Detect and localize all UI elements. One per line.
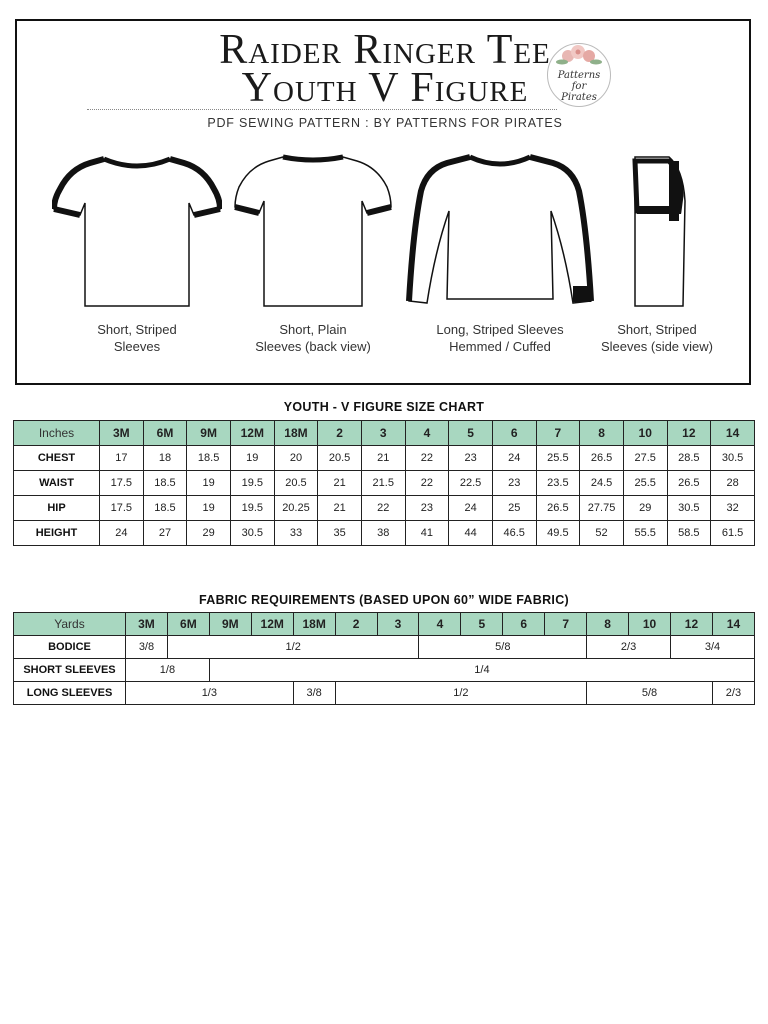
table-cell: 44 bbox=[449, 521, 493, 546]
size-header-cell: 14 bbox=[711, 421, 755, 446]
size-header-cell: 5 bbox=[461, 613, 503, 636]
garment-caption-1 bbox=[52, 321, 222, 355]
table-cell: 21 bbox=[361, 446, 405, 471]
size-header-cell: 12M bbox=[230, 421, 274, 446]
subtitle: PDF SEWING PATTERN : BY PATTERNS FOR PIRATES bbox=[207, 116, 563, 130]
size-header-cell: 3M bbox=[126, 613, 168, 636]
table-row bbox=[14, 659, 755, 682]
table-cell: 18 bbox=[143, 446, 187, 471]
title-divider bbox=[87, 109, 557, 110]
table-cell: 26.5 bbox=[580, 446, 624, 471]
size-header-cell: 7 bbox=[536, 421, 580, 446]
table-row bbox=[14, 521, 755, 546]
logo-line-2: for bbox=[571, 81, 587, 92]
table-cell: 18.5 bbox=[143, 471, 187, 496]
size-header-cell: 18M bbox=[293, 613, 335, 636]
size-header-cell: 14 bbox=[712, 613, 754, 636]
size-header-cell: 2 bbox=[318, 421, 362, 446]
size-header-cell: 7 bbox=[545, 613, 587, 636]
row-label: HIP bbox=[14, 496, 100, 521]
table-cell: 5/8 bbox=[419, 636, 587, 659]
unit-label: Yards bbox=[14, 613, 126, 636]
table-cell: 29 bbox=[187, 521, 231, 546]
sleeve-side-view-icon bbox=[629, 151, 689, 311]
table-cell: 21 bbox=[318, 496, 362, 521]
table-cell: 41 bbox=[405, 521, 449, 546]
row-label: WAIST bbox=[14, 471, 100, 496]
row-label: LONG SLEEVES bbox=[14, 682, 126, 705]
table-cell: 30.5 bbox=[230, 521, 274, 546]
table-cell: 18.5 bbox=[187, 446, 231, 471]
table-cell: 1/8 bbox=[126, 659, 210, 682]
logo-text bbox=[548, 70, 610, 103]
table-cell: 23 bbox=[492, 471, 536, 496]
table-cell: 23 bbox=[449, 446, 493, 471]
row-label: SHORT SLEEVES bbox=[14, 659, 126, 682]
table-cell: 1/4 bbox=[209, 659, 754, 682]
short-striped-tee-icon bbox=[52, 151, 222, 311]
table-cell: 19 bbox=[187, 496, 231, 521]
table-row bbox=[14, 682, 755, 705]
size-header-cell: 12 bbox=[667, 421, 711, 446]
table-cell: 25.5 bbox=[623, 471, 667, 496]
caption-line-2: Sleeves bbox=[113, 339, 161, 354]
size-header-cell: 6 bbox=[503, 613, 545, 636]
table-cell: 19.5 bbox=[230, 496, 274, 521]
table-cell: 3/4 bbox=[670, 636, 754, 659]
fabric-requirements-table bbox=[13, 612, 755, 705]
size-header-cell: 3M bbox=[100, 421, 144, 446]
table-cell: 32 bbox=[711, 496, 755, 521]
table-cell: 21 bbox=[318, 471, 362, 496]
table-cell: 17.5 bbox=[100, 471, 144, 496]
table-cell: 35 bbox=[318, 521, 362, 546]
table-cell: 3/8 bbox=[126, 636, 168, 659]
table-cell: 22 bbox=[405, 446, 449, 471]
flower-icon bbox=[556, 44, 602, 70]
logo-line-3: Pirates bbox=[561, 92, 597, 103]
size-header-cell: 10 bbox=[623, 421, 667, 446]
caption-line-1: Short, Striped bbox=[617, 322, 697, 337]
size-header-cell: 5 bbox=[449, 421, 493, 446]
table-cell: 1/2 bbox=[167, 636, 419, 659]
table-cell: 2/3 bbox=[587, 636, 671, 659]
size-header-cell: 4 bbox=[405, 421, 449, 446]
table-cell: 23.5 bbox=[536, 471, 580, 496]
size-header-cell: 6M bbox=[167, 613, 209, 636]
table-cell: 2/3 bbox=[712, 682, 754, 705]
size-header-cell: 3 bbox=[361, 421, 405, 446]
table-cell: 30.5 bbox=[667, 496, 711, 521]
size-header-cell: 18M bbox=[274, 421, 318, 446]
table-cell: 21.5 bbox=[361, 471, 405, 496]
brand-logo bbox=[547, 43, 611, 107]
table-cell: 17 bbox=[100, 446, 144, 471]
table-cell: 38 bbox=[361, 521, 405, 546]
table-cell: 3/8 bbox=[293, 682, 335, 705]
table-row bbox=[14, 446, 755, 471]
title-line-1: Raider Ringer Tee bbox=[219, 27, 551, 73]
table-cell: 19 bbox=[187, 471, 231, 496]
table-row bbox=[14, 471, 755, 496]
table-cell: 19.5 bbox=[230, 471, 274, 496]
caption-line-1: Long, Striped Sleeves bbox=[436, 322, 564, 337]
caption-line-1: Short, Plain bbox=[279, 322, 347, 337]
table-cell: 18.5 bbox=[143, 496, 187, 521]
size-header-cell: 4 bbox=[419, 613, 461, 636]
table-cell: 25 bbox=[492, 496, 536, 521]
table-cell: 24 bbox=[100, 521, 144, 546]
table-cell: 20 bbox=[274, 446, 318, 471]
table-cell: 22 bbox=[405, 471, 449, 496]
table-cell: 19 bbox=[230, 446, 274, 471]
table-cell: 17.5 bbox=[100, 496, 144, 521]
table-cell: 27 bbox=[143, 521, 187, 546]
unit-label: Inches bbox=[14, 421, 100, 446]
fabric-header-row bbox=[14, 613, 755, 636]
table-cell: 61.5 bbox=[711, 521, 755, 546]
size-header-cell: 6 bbox=[492, 421, 536, 446]
size-header-cell: 2 bbox=[335, 613, 377, 636]
size-header-cell: 9M bbox=[209, 613, 251, 636]
table-cell: 22 bbox=[361, 496, 405, 521]
garment-caption-2 bbox=[233, 321, 393, 355]
table-cell: 27.75 bbox=[580, 496, 624, 521]
hero-panel bbox=[15, 19, 751, 385]
size-header-row bbox=[14, 421, 755, 446]
table-cell: 52 bbox=[580, 521, 624, 546]
table-cell: 23 bbox=[405, 496, 449, 521]
page-title bbox=[17, 27, 753, 111]
size-header-cell: 8 bbox=[587, 613, 629, 636]
garment-caption-3 bbox=[400, 321, 600, 355]
table-cell: 49.5 bbox=[536, 521, 580, 546]
size-header-cell: 3 bbox=[377, 613, 419, 636]
table-cell: 20.5 bbox=[274, 471, 318, 496]
size-chart-table bbox=[13, 420, 755, 546]
row-label: BODICE bbox=[14, 636, 126, 659]
fabric-chart-title: FABRIC REQUIREMENTS (BASED UPON 60” WIDE FABRIC) bbox=[199, 593, 569, 607]
row-label: HEIGHT bbox=[14, 521, 100, 546]
table-cell: 55.5 bbox=[623, 521, 667, 546]
table-cell: 30.5 bbox=[711, 446, 755, 471]
caption-line-2: Hemmed / Cuffed bbox=[449, 339, 551, 354]
table-cell: 22.5 bbox=[449, 471, 493, 496]
size-header-cell: 9M bbox=[187, 421, 231, 446]
garment-caption-4 bbox=[587, 321, 727, 355]
table-cell: 5/8 bbox=[587, 682, 713, 705]
table-cell: 33 bbox=[274, 521, 318, 546]
title-line-2: Youth V Figure bbox=[241, 65, 529, 111]
table-cell: 1/2 bbox=[335, 682, 587, 705]
row-label: CHEST bbox=[14, 446, 100, 471]
size-header-cell: 6M bbox=[143, 421, 187, 446]
short-plain-tee-back-icon bbox=[233, 151, 393, 311]
table-cell: 58.5 bbox=[667, 521, 711, 546]
table-cell: 24 bbox=[492, 446, 536, 471]
caption-line-2: Sleeves (side view) bbox=[601, 339, 713, 354]
table-cell: 26.5 bbox=[536, 496, 580, 521]
logo-line-1: Patterns bbox=[557, 70, 601, 81]
size-header-cell: 12 bbox=[670, 613, 712, 636]
table-cell: 28 bbox=[711, 471, 755, 496]
size-chart-title: YOUTH - V FIGURE SIZE CHART bbox=[283, 400, 485, 414]
table-cell: 1/3 bbox=[126, 682, 294, 705]
table-cell: 25.5 bbox=[536, 446, 580, 471]
size-header-cell: 8 bbox=[580, 421, 624, 446]
table-cell: 28.5 bbox=[667, 446, 711, 471]
table-cell: 46.5 bbox=[492, 521, 536, 546]
caption-line-1: Short, Striped bbox=[97, 322, 177, 337]
table-cell: 20.5 bbox=[318, 446, 362, 471]
caption-line-2: Sleeves (back view) bbox=[255, 339, 371, 354]
long-sleeve-tee-icon bbox=[405, 151, 595, 311]
table-cell: 26.5 bbox=[667, 471, 711, 496]
table-row bbox=[14, 636, 755, 659]
table-cell: 24 bbox=[449, 496, 493, 521]
table-row bbox=[14, 496, 755, 521]
size-header-cell: 12M bbox=[251, 613, 293, 636]
table-cell: 27.5 bbox=[623, 446, 667, 471]
table-cell: 29 bbox=[623, 496, 667, 521]
table-cell: 20.25 bbox=[274, 496, 318, 521]
size-header-cell: 10 bbox=[629, 613, 671, 636]
table-cell: 24.5 bbox=[580, 471, 624, 496]
